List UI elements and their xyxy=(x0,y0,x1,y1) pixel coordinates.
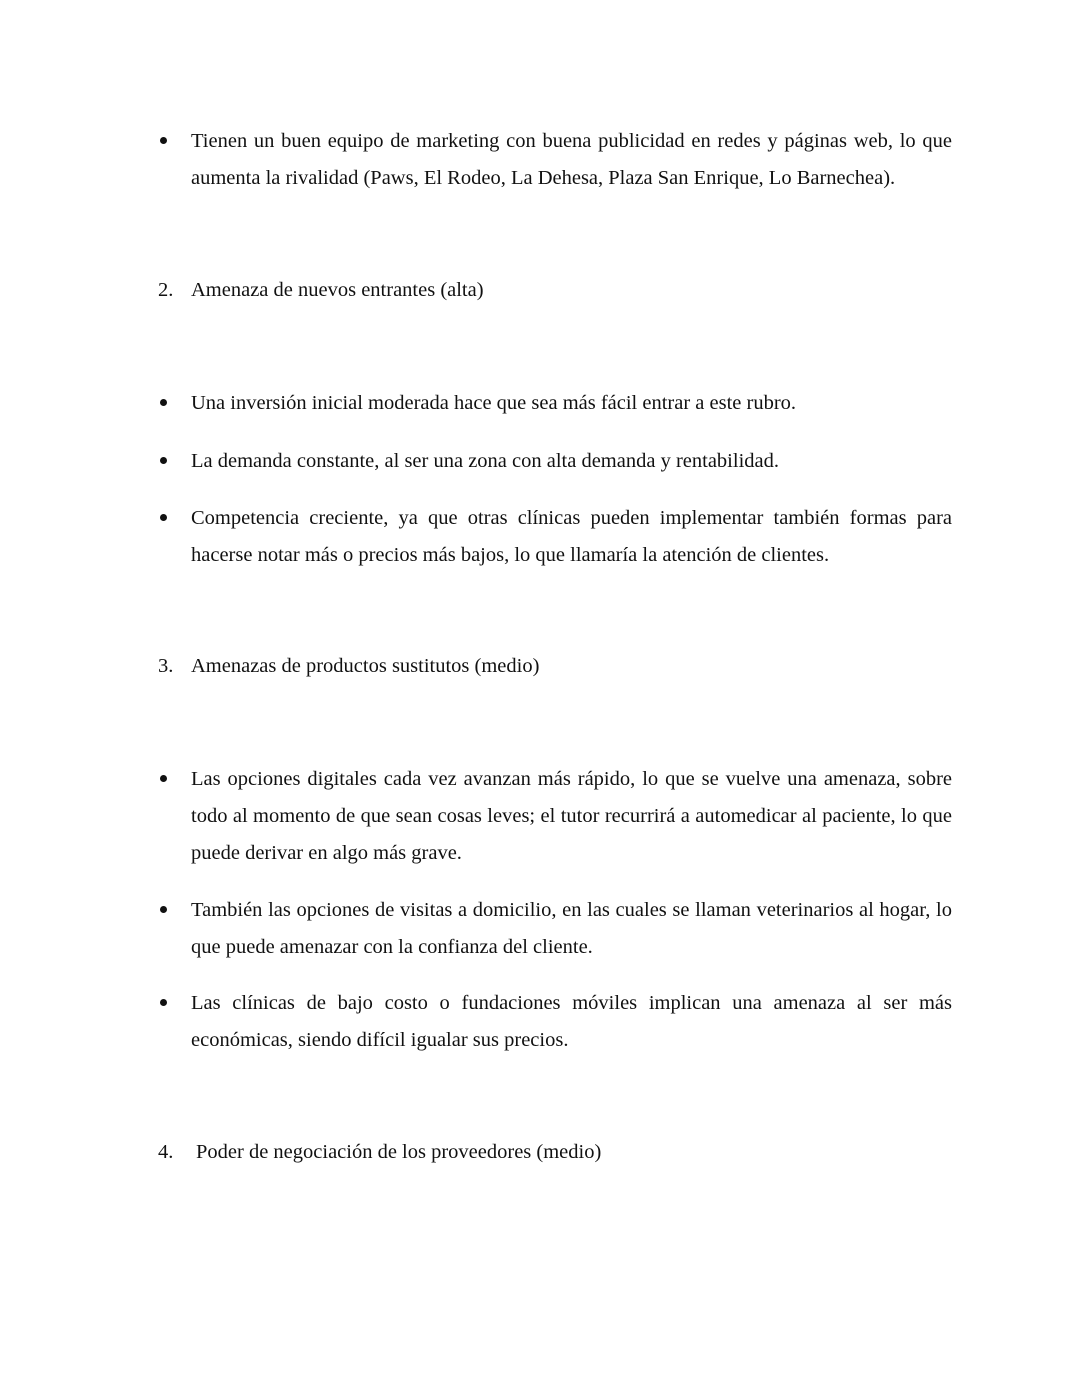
bullet-icon xyxy=(158,123,191,197)
bullet-text: También las opciones de visitas a domicilio, en las cuales se llaman veterinarios al hogar, lo que puede amenazar con la confianza del cliente. xyxy=(191,899,952,958)
bullet-item xyxy=(158,761,952,872)
bullet-item xyxy=(158,123,952,197)
bullet-text: La demanda constante, al ser una zona con alta demanda y rentabilidad. xyxy=(191,450,779,472)
bullet-text: Tienen un buen equipo de marketing con buena publicidad en redes y páginas web, lo que aumenta la rivalidad (Paws, El Rodeo, La Dehesa, Plaza San Enrique, Lo Barnechea). xyxy=(191,130,952,189)
bullet-item xyxy=(158,985,952,1059)
bullet-item xyxy=(158,500,952,574)
bullet-icon xyxy=(158,892,191,966)
bullet-icon xyxy=(158,385,191,422)
bullet-icon xyxy=(158,500,191,574)
bullet-item xyxy=(158,443,952,480)
bullet-text: Competencia creciente, ya que otras clínicas pueden implementar también formas para hacerse notar más o precios más bajos, lo que llamaría la atención de clientes. xyxy=(191,507,952,566)
bullet-text: Las clínicas de bajo costo o fundaciones móviles implican una amenaza al ser más económicas, siendo difícil igualar sus precios. xyxy=(191,992,952,1051)
bullet-text: Una inversión inicial moderada hace que sea más fácil entrar a este rubro. xyxy=(191,392,797,414)
bullet-item xyxy=(158,892,952,966)
bullet-icon xyxy=(158,761,191,872)
section-number: 3. xyxy=(158,655,174,677)
bullet-icon xyxy=(158,985,191,1059)
section-heading-2 xyxy=(158,272,952,309)
bullet-item xyxy=(158,385,952,422)
section-number: 2. xyxy=(158,279,174,301)
bullet-text: Las opciones digitales cada vez avanzan más rápido, lo que se vuelve una amenaza, sobre todo al momento de que sean cosas leves; el tutor recurrirá a automedicar al paciente, lo que puede derivar en algo más grave. xyxy=(191,768,952,864)
section-title: Amenaza de nuevos entrantes (alta) xyxy=(191,279,484,301)
section-title: Poder de negociación de los proveedores (medio) xyxy=(196,1141,602,1163)
section-number: 4. xyxy=(158,1141,174,1163)
section-title: Amenazas de productos sustitutos (medio) xyxy=(191,655,540,677)
section-heading-3 xyxy=(158,648,952,685)
bullet-icon xyxy=(158,443,191,480)
section-heading-4 xyxy=(158,1134,952,1171)
